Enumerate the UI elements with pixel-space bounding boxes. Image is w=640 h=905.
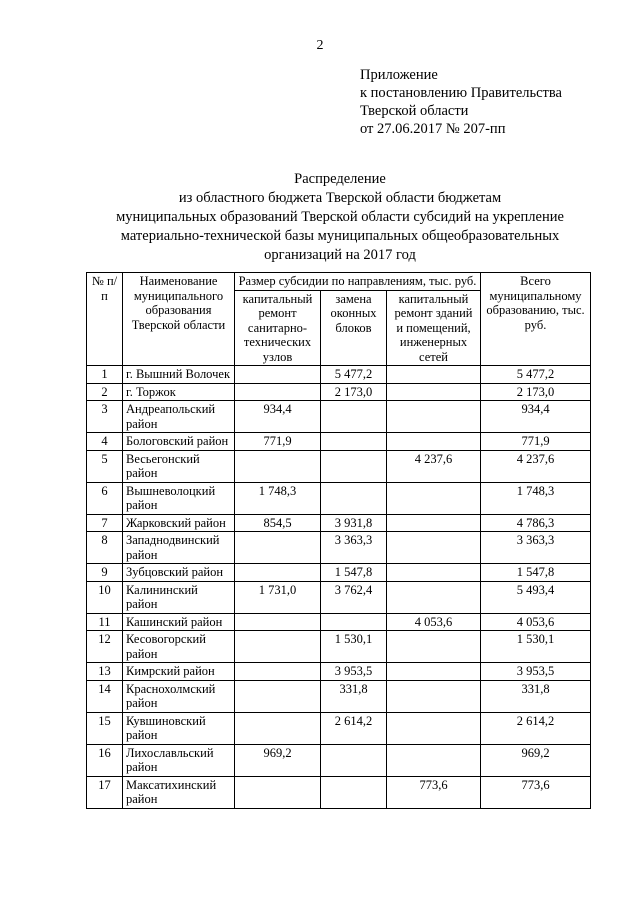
appendix-line: Приложение <box>360 67 438 83</box>
row-total: 2 173,0 <box>481 383 591 401</box>
table-row <box>87 776 591 808</box>
row-total: 3 363,3 <box>481 532 591 564</box>
row-buildings: 773,6 <box>387 776 481 808</box>
row-municipality: Бологовский район <box>123 433 235 451</box>
row-cap-repair: 771,9 <box>235 433 321 451</box>
row-municipality: г. Вышний Волочек <box>123 366 235 384</box>
row-number: 13 <box>87 663 123 681</box>
table-row <box>87 366 591 384</box>
row-number: 12 <box>87 631 123 663</box>
row-total: 1 547,8 <box>481 564 591 582</box>
row-total: 773,6 <box>481 776 591 808</box>
row-buildings <box>387 532 481 564</box>
header-name: Наименование муниципального образования Тверской области <box>123 273 235 366</box>
row-total: 4 786,3 <box>481 514 591 532</box>
row-buildings <box>387 564 481 582</box>
row-municipality: Кесовогорский район <box>123 631 235 663</box>
row-number: 11 <box>87 613 123 631</box>
row-number: 10 <box>87 581 123 613</box>
title-line: Распределение <box>294 171 386 187</box>
row-number: 9 <box>87 564 123 582</box>
row-cap-repair <box>235 663 321 681</box>
row-windows: 5 477,2 <box>321 366 387 384</box>
table-row <box>87 450 591 482</box>
row-buildings <box>387 366 481 384</box>
table-row <box>87 663 591 681</box>
table-row <box>87 532 591 564</box>
row-number: 15 <box>87 712 123 744</box>
row-total: 4 053,6 <box>481 613 591 631</box>
row-buildings <box>387 744 481 776</box>
table-row <box>87 613 591 631</box>
row-number: 1 <box>87 366 123 384</box>
row-total: 934,4 <box>481 401 591 433</box>
row-total: 331,8 <box>481 680 591 712</box>
row-buildings <box>387 433 481 451</box>
table-row <box>87 383 591 401</box>
row-buildings <box>387 401 481 433</box>
row-windows: 2 173,0 <box>321 383 387 401</box>
row-cap-repair <box>235 712 321 744</box>
row-windows <box>321 776 387 808</box>
row-total: 2 614,2 <box>481 712 591 744</box>
row-total: 1 530,1 <box>481 631 591 663</box>
row-cap-repair <box>235 532 321 564</box>
header-cap-repair: капитальный ремонт санитарно-технических узлов <box>235 290 321 366</box>
row-number: 2 <box>87 383 123 401</box>
row-municipality: Кашинский район <box>123 613 235 631</box>
row-buildings <box>387 631 481 663</box>
row-municipality: Кувшиновский район <box>123 712 235 744</box>
row-cap-repair <box>235 680 321 712</box>
row-cap-repair: 1 748,3 <box>235 482 321 514</box>
row-municipality: Зубцовский район <box>123 564 235 582</box>
row-number: 3 <box>87 401 123 433</box>
title-line: организаций на 2017 год <box>264 247 416 263</box>
table-row <box>87 680 591 712</box>
row-windows: 1 547,8 <box>321 564 387 582</box>
row-municipality: Вышневолоцкий район <box>123 482 235 514</box>
appendix-line: от 27.06.2017 № 207-пп <box>360 121 506 137</box>
table-row <box>87 401 591 433</box>
row-windows: 3 762,4 <box>321 581 387 613</box>
row-cap-repair <box>235 631 321 663</box>
table-row <box>87 514 591 532</box>
row-cap-repair <box>235 450 321 482</box>
row-total: 5 477,2 <box>481 366 591 384</box>
row-total: 1 748,3 <box>481 482 591 514</box>
header-num: № п/п <box>87 273 123 366</box>
row-number: 7 <box>87 514 123 532</box>
row-windows <box>321 433 387 451</box>
row-windows: 331,8 <box>321 680 387 712</box>
row-buildings <box>387 514 481 532</box>
row-windows: 3 931,8 <box>321 514 387 532</box>
row-number: 14 <box>87 680 123 712</box>
header-total: Всего муниципальному образованию, тыс. руб. <box>481 273 591 366</box>
table-row <box>87 712 591 744</box>
row-cap-repair <box>235 383 321 401</box>
row-windows <box>321 613 387 631</box>
table-body <box>87 366 591 809</box>
row-total: 3 953,5 <box>481 663 591 681</box>
row-cap-repair <box>235 366 321 384</box>
row-buildings <box>387 712 481 744</box>
header-buildings: капитальный ремонт зданий и помещений, инженерных сетей <box>387 290 481 366</box>
row-buildings <box>387 581 481 613</box>
document-title <box>60 170 620 265</box>
row-municipality: Краснохолмский район <box>123 680 235 712</box>
title-line: муниципальных образований Тверской области субсидий на укрепление <box>116 209 564 225</box>
row-buildings <box>387 680 481 712</box>
row-cap-repair: 1 731,0 <box>235 581 321 613</box>
row-cap-repair <box>235 776 321 808</box>
appendix-line: Тверской области <box>360 103 469 119</box>
row-municipality: Кимрский район <box>123 663 235 681</box>
row-number: 4 <box>87 433 123 451</box>
row-windows: 3 363,3 <box>321 532 387 564</box>
row-windows: 1 530,1 <box>321 631 387 663</box>
row-total: 4 237,6 <box>481 450 591 482</box>
row-buildings: 4 053,6 <box>387 613 481 631</box>
row-number: 5 <box>87 450 123 482</box>
row-cap-repair: 934,4 <box>235 401 321 433</box>
table-row <box>87 433 591 451</box>
header-group: Размер субсидии по направлениям, тыс. руб. <box>235 273 481 291</box>
appendix-line: к постановлению Правительства <box>360 85 562 101</box>
row-windows <box>321 450 387 482</box>
row-municipality: Жарковский район <box>123 514 235 532</box>
table-row <box>87 482 591 514</box>
row-number: 8 <box>87 532 123 564</box>
title-line: из областного бюджета Тверской области бюджетам <box>178 190 502 206</box>
table-row <box>87 564 591 582</box>
row-total: 771,9 <box>481 433 591 451</box>
row-municipality: Весьегонский район <box>123 450 235 482</box>
row-windows: 2 614,2 <box>321 712 387 744</box>
table-row <box>87 581 591 613</box>
row-total: 969,2 <box>481 744 591 776</box>
row-windows <box>321 401 387 433</box>
title-line: материально-технической базы муниципальных общеобразовательных <box>120 228 560 244</box>
row-buildings <box>387 663 481 681</box>
row-cap-repair: 969,2 <box>235 744 321 776</box>
row-windows: 3 953,5 <box>321 663 387 681</box>
appendix-block <box>360 66 562 138</box>
row-cap-repair <box>235 613 321 631</box>
row-cap-repair <box>235 564 321 582</box>
row-number: 6 <box>87 482 123 514</box>
row-municipality: Андреапольский район <box>123 401 235 433</box>
page-number: 2 <box>316 38 324 53</box>
row-municipality: Лихославльский район <box>123 744 235 776</box>
header-windows: замена оконных блоков <box>321 290 387 366</box>
table-row <box>87 744 591 776</box>
table-row <box>87 631 591 663</box>
row-municipality: г. Торжок <box>123 383 235 401</box>
row-windows <box>321 744 387 776</box>
row-number: 17 <box>87 776 123 808</box>
row-windows <box>321 482 387 514</box>
row-municipality: Калининский район <box>123 581 235 613</box>
row-buildings: 4 237,6 <box>387 450 481 482</box>
subsidy-table <box>86 272 591 809</box>
row-buildings <box>387 383 481 401</box>
row-municipality: Западнодвинский район <box>123 532 235 564</box>
row-number: 16 <box>87 744 123 776</box>
row-buildings <box>387 482 481 514</box>
row-total: 5 493,4 <box>481 581 591 613</box>
row-municipality: Максатихинский район <box>123 776 235 808</box>
row-cap-repair: 854,5 <box>235 514 321 532</box>
